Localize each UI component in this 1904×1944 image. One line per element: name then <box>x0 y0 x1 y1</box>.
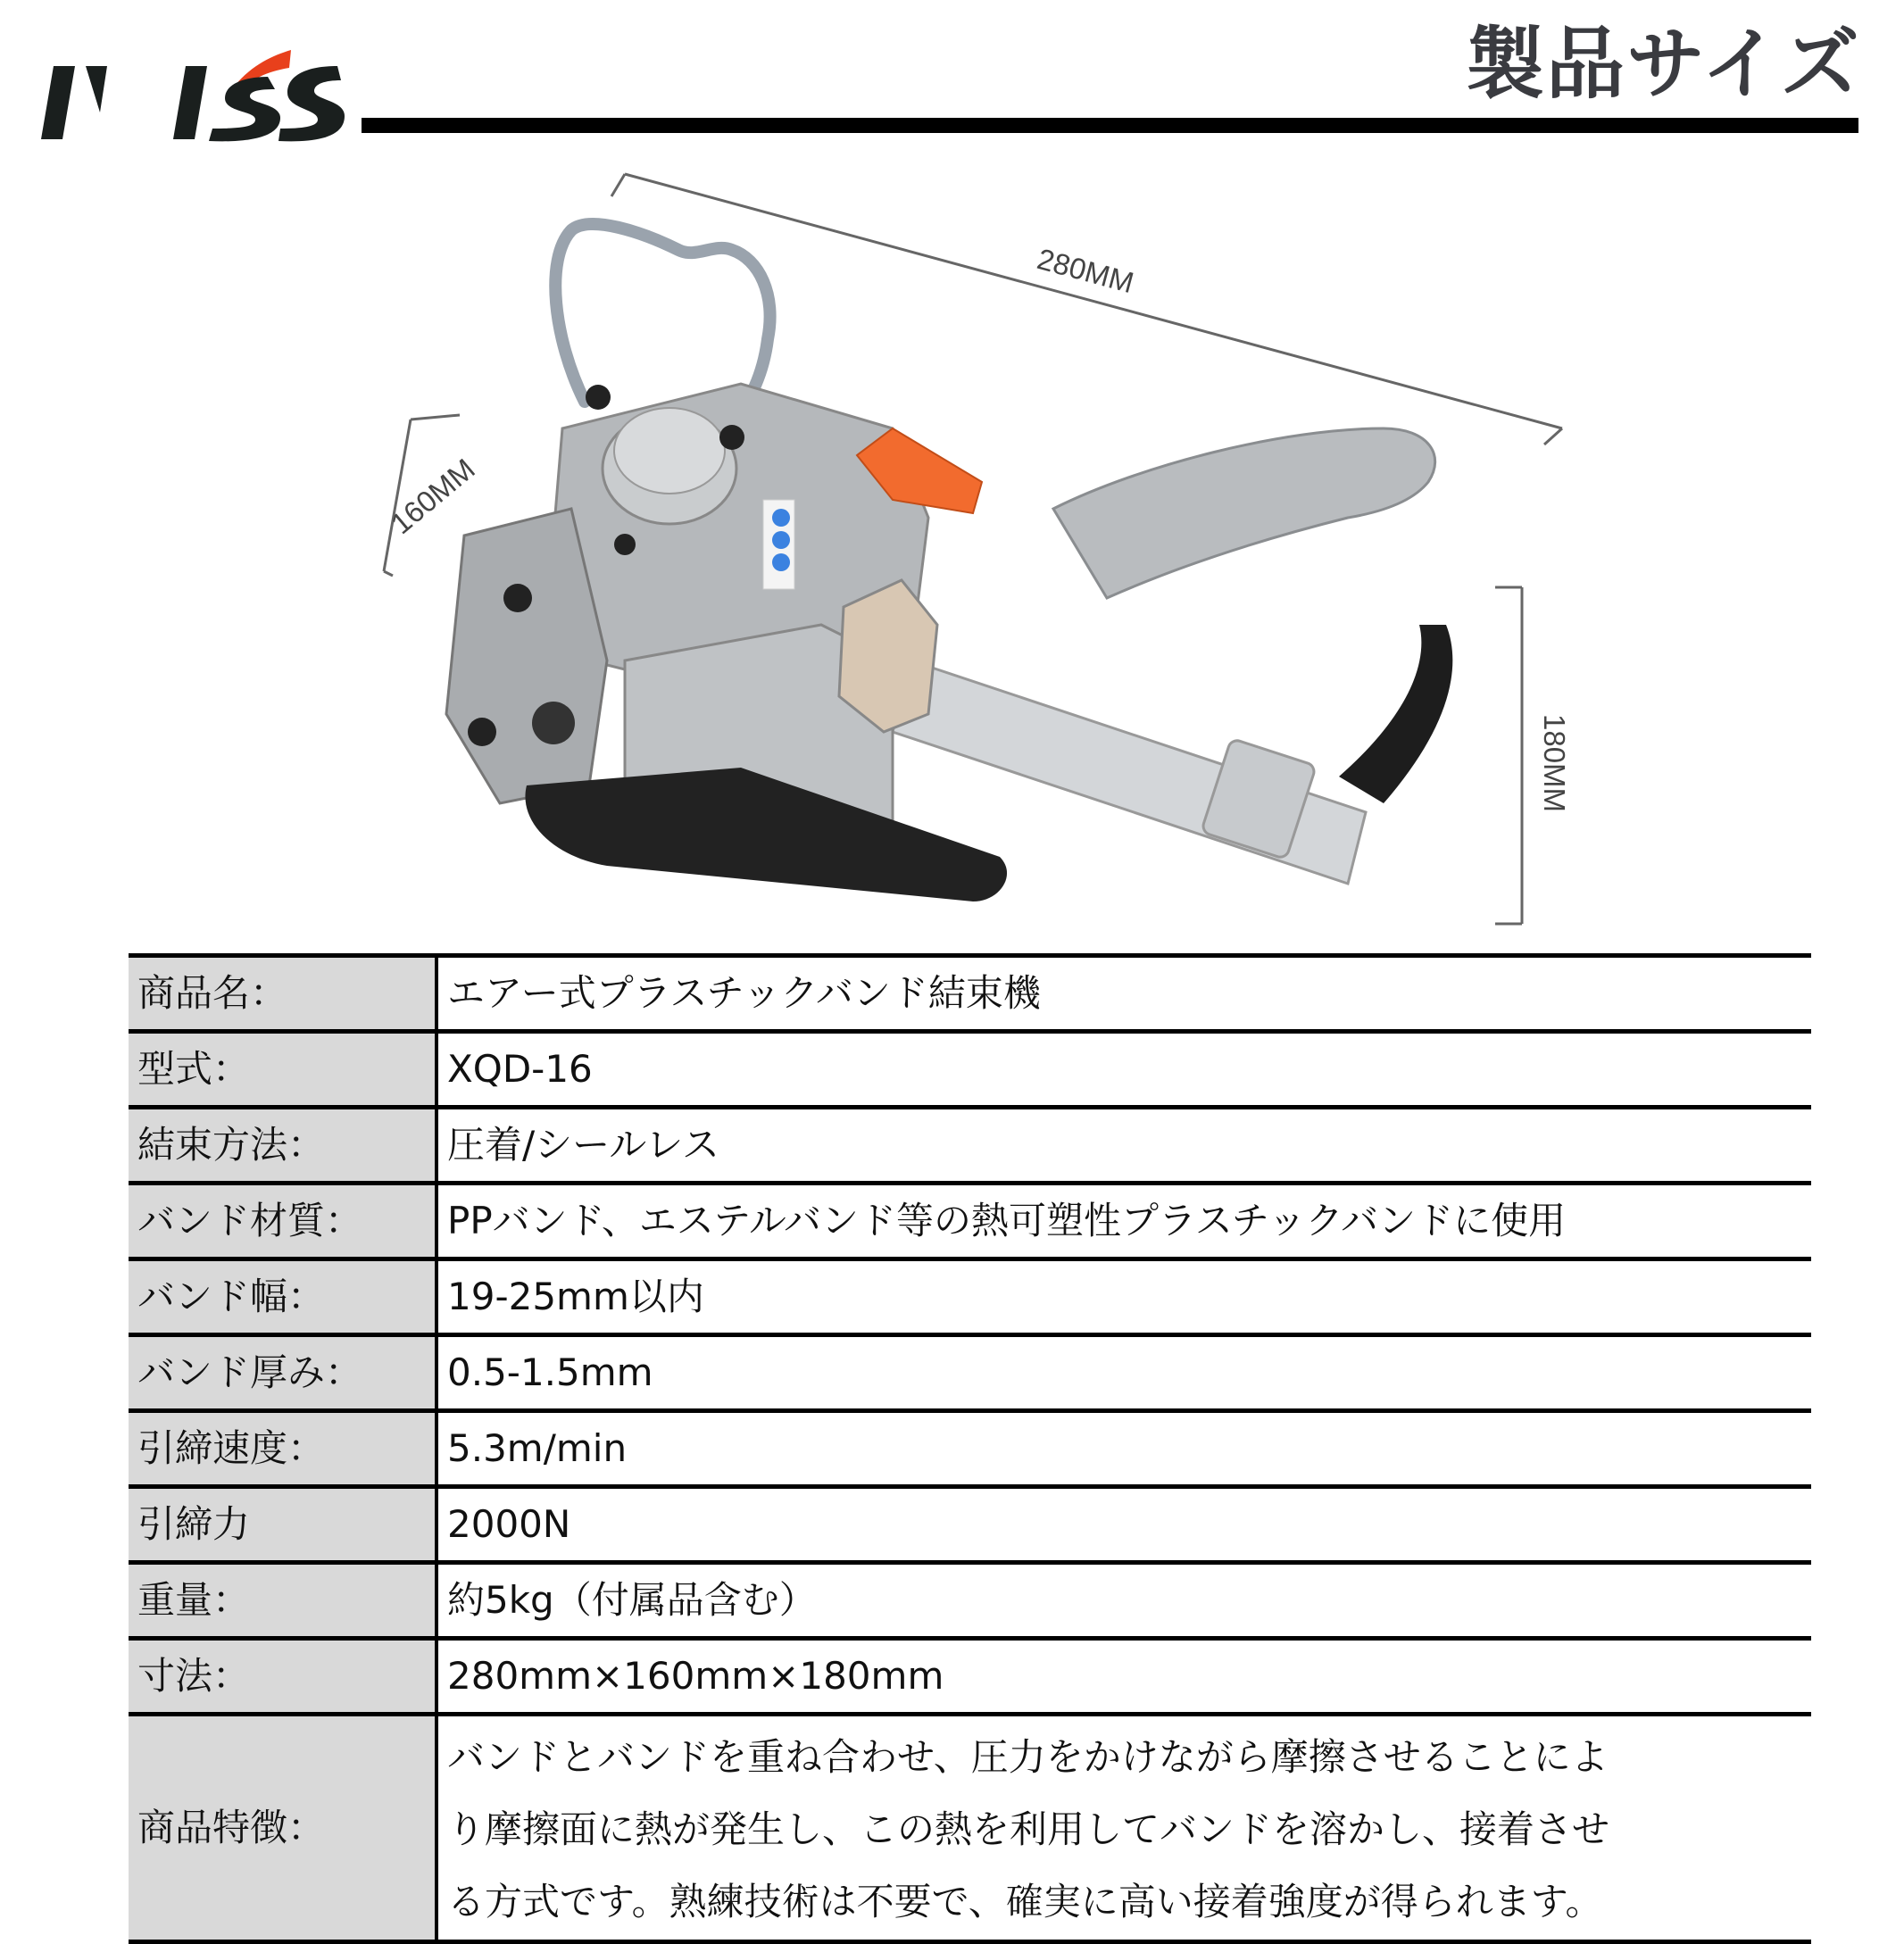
row-value-dimensions: 280mm×160mm×180mm <box>437 1639 1811 1715</box>
row-value-tension-speed: 5.3m/min <box>437 1411 1811 1487</box>
row-value-band-thickness: 0.5-1.5mm <box>437 1335 1811 1411</box>
dimension-line-height <box>1495 587 1522 924</box>
row-label-band-material: バンド材質： <box>129 1184 437 1259</box>
row-label-tension-speed: 引締速度： <box>129 1411 437 1487</box>
table-row <box>129 1639 1811 1715</box>
row-label-features: 商品特徴： <box>129 1715 437 1942</box>
dimension-label-length: 280MM <box>1034 242 1138 300</box>
title-underline-divider <box>362 118 1858 133</box>
feature-line: バンドとバンドを重ね合わせ、圧力をかけながら摩擦させることによ <box>447 1734 1609 1779</box>
table-row <box>129 1487 1811 1563</box>
row-value-band-width: 19-25mm以内 <box>437 1259 1811 1335</box>
iwiss-logo-icon <box>34 39 355 146</box>
row-value-binding-method: 圧着/シールレス <box>437 1108 1811 1184</box>
product-image <box>357 161 1589 946</box>
strapping-tool-illustration <box>446 224 1452 901</box>
table-row-features <box>129 1715 1811 1942</box>
row-label-tension-force: 引締力 <box>129 1487 437 1563</box>
dimension-label-height: 180MM <box>1538 714 1571 813</box>
table-row <box>129 1563 1811 1639</box>
table-row <box>129 1411 1811 1487</box>
row-label-dimensions: 寸法： <box>129 1639 437 1715</box>
table-row <box>129 1335 1811 1411</box>
table-row <box>129 1032 1811 1108</box>
row-value-weight: 約5kg（付属品含む） <box>437 1563 1811 1639</box>
table-row <box>129 1108 1811 1184</box>
row-label-product-name: 商品名： <box>129 956 437 1032</box>
row-value-tension-force: 2000N <box>437 1487 1811 1563</box>
row-value-features <box>437 1715 1811 1942</box>
feature-line: る方式です。熟練技術は不要で、確実に高い接着強度が得られます。 <box>447 1879 1603 1923</box>
row-value-product-name: エアー式プラスチックバンド結束機 <box>437 956 1811 1032</box>
table-row <box>129 956 1811 1032</box>
row-value-model: XQD-16 <box>437 1032 1811 1108</box>
row-value-band-material: PPバンド、エステルバンド等の熱可塑性プラスチックバンドに使用 <box>437 1184 1811 1259</box>
row-label-band-width: バンド幅： <box>129 1259 437 1335</box>
table-row <box>129 1259 1811 1335</box>
row-label-binding-method: 結束方法： <box>129 1108 437 1184</box>
page-title: 製品サイズ <box>1466 18 1861 110</box>
row-label-weight: 重量： <box>129 1563 437 1639</box>
brand-logo <box>34 39 355 146</box>
dimension-label-width: 160MM <box>384 452 481 541</box>
table-row <box>129 1184 1811 1259</box>
row-label-band-thickness: バンド厚み： <box>129 1335 437 1411</box>
feature-line: り摩擦面に熱が発生し、この熱を利用してバンドを溶かし、接着させ <box>447 1807 1610 1851</box>
row-label-model: 型式： <box>129 1032 437 1108</box>
spec-table <box>129 953 1811 1944</box>
